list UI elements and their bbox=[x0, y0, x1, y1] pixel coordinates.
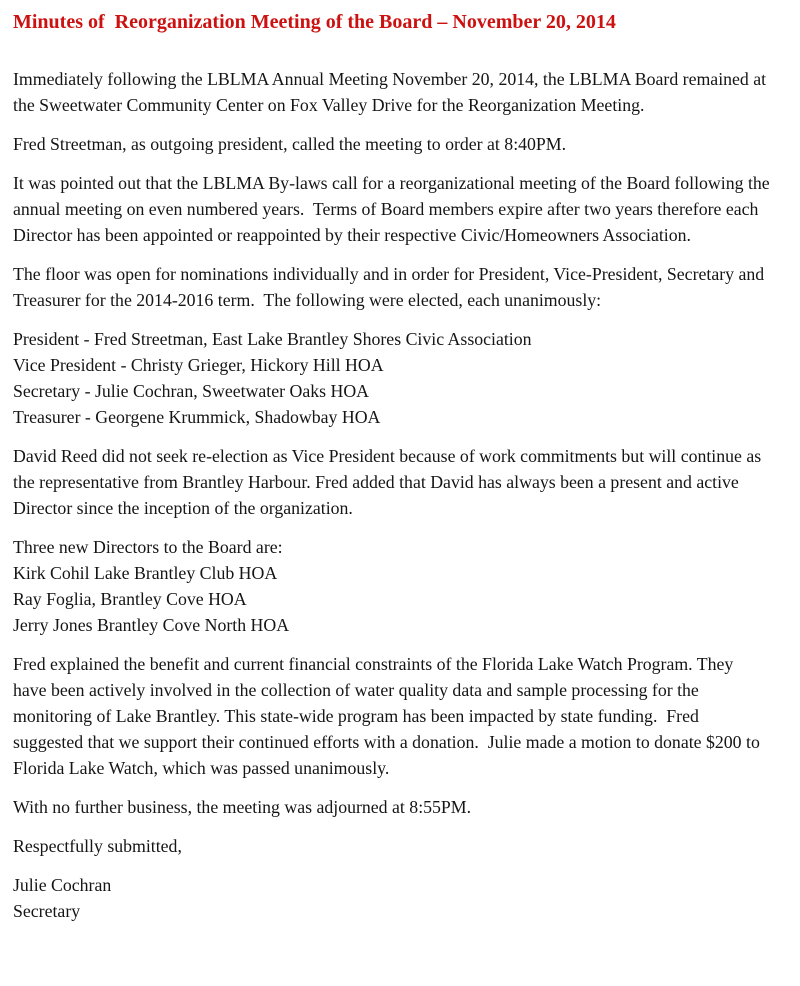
elected-officer-vice-president: Vice President - Christy Grieger, Hickory Hill HOA bbox=[13, 355, 384, 375]
new-directors-heading: Three new Directors to the Board are: bbox=[13, 537, 283, 557]
new-director-item: Kirk Cohil Lake Brantley Club HOA bbox=[13, 563, 278, 583]
signature-name: Julie Cochran bbox=[13, 875, 112, 895]
signature-block bbox=[13, 872, 770, 924]
elected-officers-list bbox=[13, 326, 770, 430]
paragraph-david-reed: David Reed did not seek re-election as Vice President because of work commitments but will continue as the representative from Brantley Harbour. Fred added that David has always been a present and active Director since the inception of the organization. bbox=[13, 446, 766, 518]
paragraph-closing: Respectfully submitted, bbox=[13, 836, 182, 856]
new-director-item: Jerry Jones Brantley Cove North HOA bbox=[13, 615, 290, 635]
paragraph-intro: Immediately following the LBLMA Annual Meeting November 20, 2014, the LBLMA Board remained at the Sweetwater Community Center on Fox Valley Drive for the Reorganization Meeting. bbox=[13, 69, 771, 115]
new-directors-list bbox=[13, 534, 770, 638]
paragraph-bylaws: It was pointed out that the LBLMA By-laws call for a reorganizational meeting of the Board following the annual meeting on even numbered years. Terms of Board members expire after two years therefore each Director has been appointed or reappointed by their respective Civic/Homeowners Association. bbox=[13, 173, 775, 245]
paragraph-call-to-order: Fred Streetman, as outgoing president, called the meeting to order at 8:40PM. bbox=[13, 134, 567, 154]
document-title: Minutes of Reorganization Meeting of the Board – November 20, 2014 bbox=[13, 11, 616, 33]
elected-officer-secretary: Secretary - Julie Cochran, Sweetwater Oaks HOA bbox=[13, 381, 369, 401]
elected-officer-president: President - Fred Streetman, East Lake Brantley Shores Civic Association bbox=[13, 329, 532, 349]
paragraph-lake-watch: Fred explained the benefit and current financial constraints of the Florida Lake Watch Program. They have been actively involved in the collection of water quality data and sample processing for the monitoring of Lake Brantley. This state-wide program has been impacted by state funding. Fred suggested that we support their continued efforts with a donation. Julie made a motion to donate $200 to Florida Lake Watch, which was passed unanimously. bbox=[13, 654, 765, 778]
signature-title: Secretary bbox=[13, 901, 81, 921]
paragraph-nominations: The floor was open for nominations individually and in order for President, Vice-President, Secretary and Treasurer for the 2014-2016 term. The following were elected, each unanimously: bbox=[13, 264, 769, 310]
paragraph-adjournment: With no further business, the meeting was adjourned at 8:55PM. bbox=[13, 797, 472, 817]
elected-officer-treasurer: Treasurer - Georgene Krummick, Shadowbay HOA bbox=[13, 407, 381, 427]
new-director-item: Ray Foglia, Brantley Cove HOA bbox=[13, 589, 247, 609]
